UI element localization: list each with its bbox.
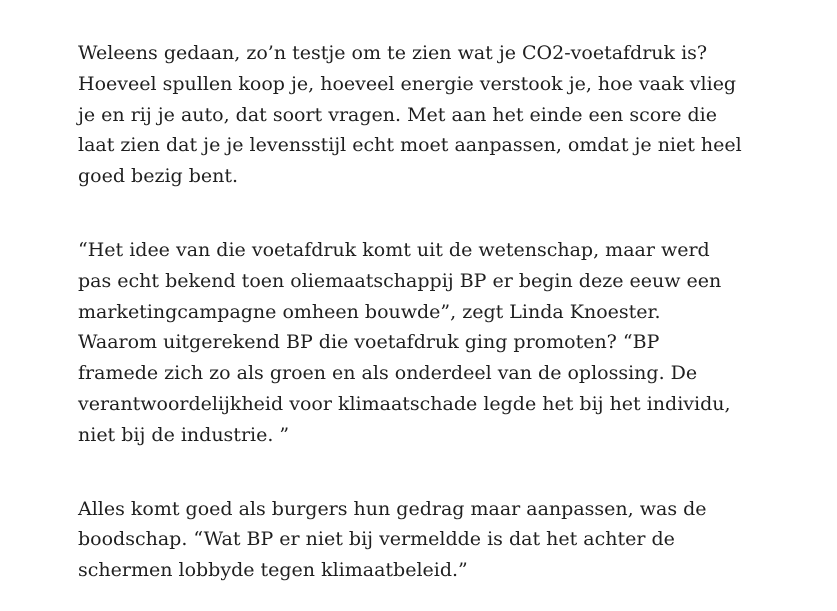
text-line: pas echt bekend toen oliemaatschappij BP er begin deze eeuw een	[78, 269, 722, 292]
text-line: je en rij je auto, dat soort vragen. Met aan het einde een score die	[78, 103, 718, 126]
text-line: Hoeveel spullen koop je, hoeveel energie verstook je, hoe vaak vlieg	[78, 72, 737, 95]
text-line: laat zien dat je je levensstijl echt moet aanpassen, omdat je niet heel	[78, 134, 742, 157]
text-line: Waarom uitgerekend BP die voetafdruk ging promoten? “BP	[78, 331, 660, 354]
paragraph-intro	[78, 38, 758, 192]
article-body	[78, 38, 758, 586]
text-line: boodschap. “Wat BP er niet bij vermeldde is dat het achter de	[78, 528, 675, 551]
text-line: schermen lobbyde tegen klimaatbeleid.”	[78, 559, 468, 582]
text-line: framede zich zo als groen en als onderdeel van de oplossing. De	[78, 362, 698, 385]
text-line: Weleens gedaan, zo’n testje om te zien wat je CO2-voetafdruk is?	[78, 42, 708, 64]
text-line: marketingcampagne omheen bouwde”, zegt Linda Knoester.	[78, 300, 661, 323]
text-line: verantwoordelijkheid voor klimaatschade legde het bij het individu,	[78, 392, 731, 415]
text-line: niet bij de industrie. ”	[78, 423, 290, 446]
text-line: “Het idee van die voetafdruk komt uit de wetenschap, maar werd	[78, 238, 710, 261]
text-line: goed bezig bent.	[78, 165, 239, 188]
paragraph-conclusion	[78, 494, 758, 586]
text-line: Alles komt goed als burgers hun gedrag maar aanpassen, was de	[78, 497, 707, 520]
paragraph-quote	[78, 235, 758, 451]
